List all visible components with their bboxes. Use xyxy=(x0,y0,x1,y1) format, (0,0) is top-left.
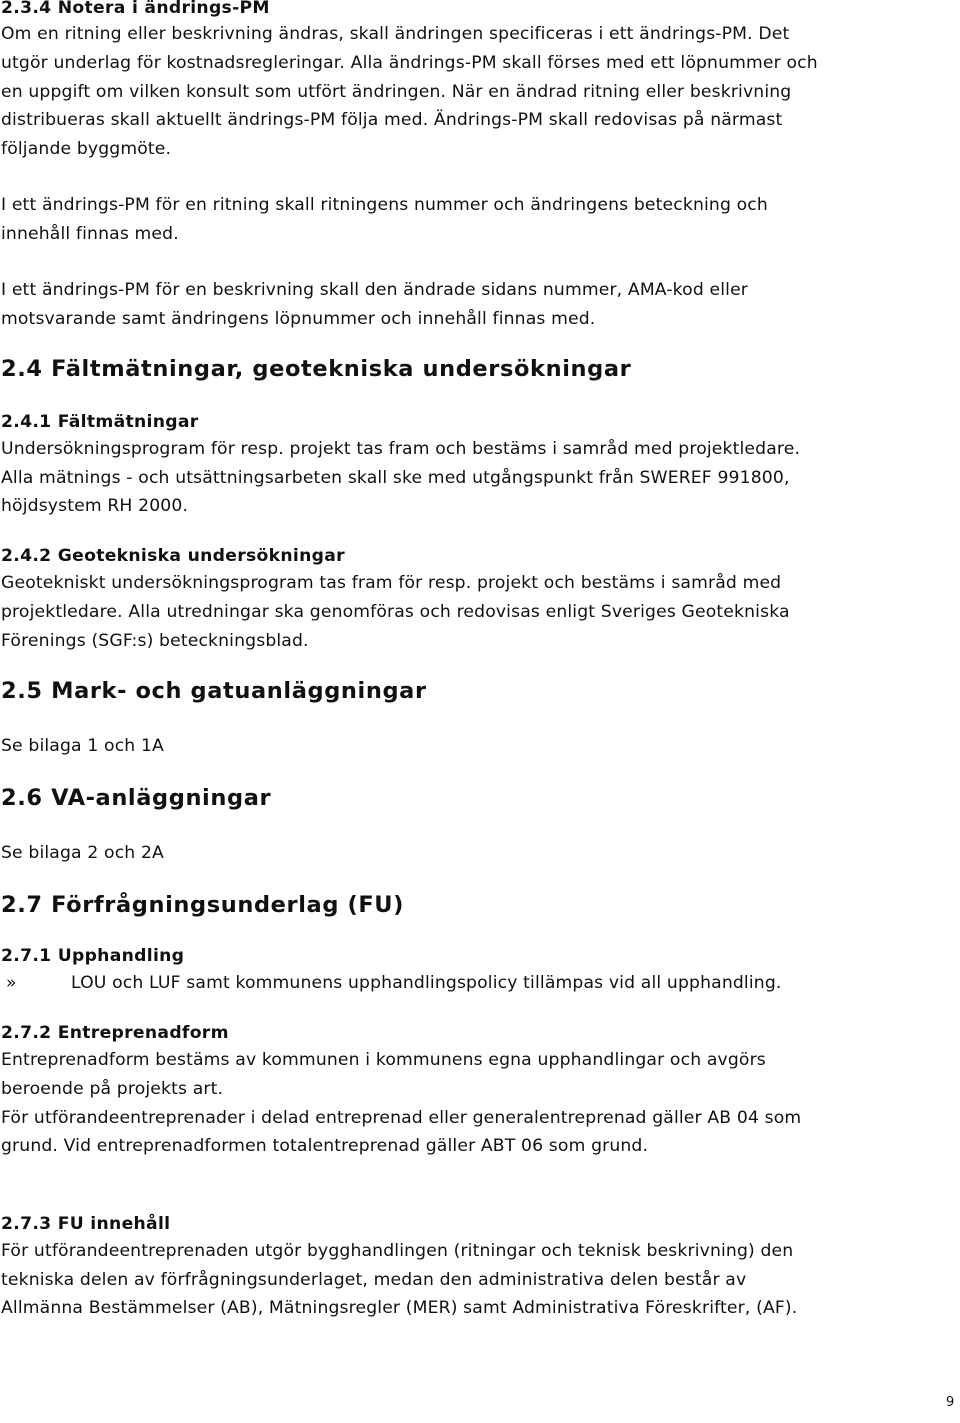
paragraph-line: utgör underlag för kostnadsregleringar. Alla ändrings-PM skall förses med ett löpnummer och xyxy=(1,53,818,73)
heading-2-6: 2.6 VA-anläggningar xyxy=(1,785,272,811)
heading-2-7-1: 2.7.1 Upphandling xyxy=(1,946,185,966)
heading-2-7-2: 2.7.2 Entreprenadform xyxy=(1,1023,229,1043)
paragraph-line: motsvarande samt ändringens löpnummer och innehåll finnas med. xyxy=(1,309,596,329)
heading-2-7: 2.7 Förfrågningsunderlag (FU) xyxy=(1,892,405,918)
paragraph-line: en uppgift om vilken konsult som utfört ändringen. När en ändrad ritning eller beskrivning xyxy=(1,82,792,102)
paragraph-line: innehåll finnas med. xyxy=(1,224,179,244)
paragraph-line: beroende på projekts art. xyxy=(1,1079,224,1099)
heading-2-4-1: 2.4.1 Fältmätningar xyxy=(1,412,199,432)
paragraph-line: I ett ändrings-PM för en ritning skall ritningens nummer och ändringens beteckning och xyxy=(1,195,768,215)
heading-2-4: 2.4 Fältmätningar, geotekniska undersökningar xyxy=(1,356,632,382)
paragraph-line: Allmänna Bestämmelser (AB), Mätningsregler (MER) samt Administrativa Föreskrifter, (AF). xyxy=(1,1298,798,1318)
paragraph-line: Entreprenadform bestäms av kommunen i kommunens egna upphandlingar och avgörs xyxy=(1,1050,766,1070)
bullet-marker: » xyxy=(6,973,17,993)
heading-2-5: 2.5 Mark- och gatuanläggningar xyxy=(1,678,427,704)
paragraph-line: höjdsystem RH 2000. xyxy=(1,496,189,516)
paragraph-line: Förenings (SGF:s) beteckningsblad. xyxy=(1,631,309,651)
heading-2-3-4: 2.3.4 Notera i ändrings-PM xyxy=(1,0,270,18)
paragraph-line: Om en ritning eller beskrivning ändras, skall ändringen specificeras i ett ändrings-PM. Det xyxy=(1,24,790,44)
heading-2-4-2: 2.4.2 Geotekniska undersökningar xyxy=(1,546,345,566)
heading-2-7-3: 2.7.3 FU innehåll xyxy=(1,1214,171,1234)
paragraph-line: Alla mätnings - och utsättningsarbeten skall ske med utgångspunkt från SWEREF 991800, xyxy=(1,468,790,488)
paragraph-line: följande byggmöte. xyxy=(1,139,172,159)
paragraph-line: projektledare. Alla utredningar ska genomföras och redovisas enligt Sveriges Geotekniska xyxy=(1,602,790,622)
paragraph-line: För utförandeentreprenaden utgör bygghandlingen (ritningar och teknisk beskrivning) den xyxy=(1,1241,794,1261)
page-number: 9 xyxy=(946,1395,955,1410)
paragraph-line: För utförandeentreprenader i delad entreprenad eller generalentreprenad gäller AB 04 som xyxy=(1,1108,802,1128)
paragraph-line: I ett ändrings-PM för en beskrivning skall den ändrade sidans nummer, AMA-kod eller xyxy=(1,280,749,300)
paragraph-line: Se bilaga 1 och 1A xyxy=(1,736,164,756)
paragraph-line: Se bilaga 2 och 2A xyxy=(1,843,164,863)
bullet-text: LOU och LUF samt kommunens upphandlingspolicy tillämpas vid all upphandling. xyxy=(71,973,782,993)
paragraph-line: Undersökningsprogram för resp. projekt tas fram och bestäms i samråd med projektledare. xyxy=(1,439,801,459)
paragraph-line: distribueras skall aktuellt ändrings-PM följa med. Ändrings-PM skall redovisas på närmast xyxy=(1,110,783,130)
paragraph-line: Geotekniskt undersökningsprogram tas fram för resp. projekt och bestäms i samråd med xyxy=(1,573,782,593)
paragraph-line: grund. Vid entreprenadformen totalentreprenad gäller ABT 06 som grund. xyxy=(1,1136,649,1156)
paragraph-line: tekniska delen av förfrågningsunderlaget, medan den administrativa delen består av xyxy=(1,1270,747,1290)
